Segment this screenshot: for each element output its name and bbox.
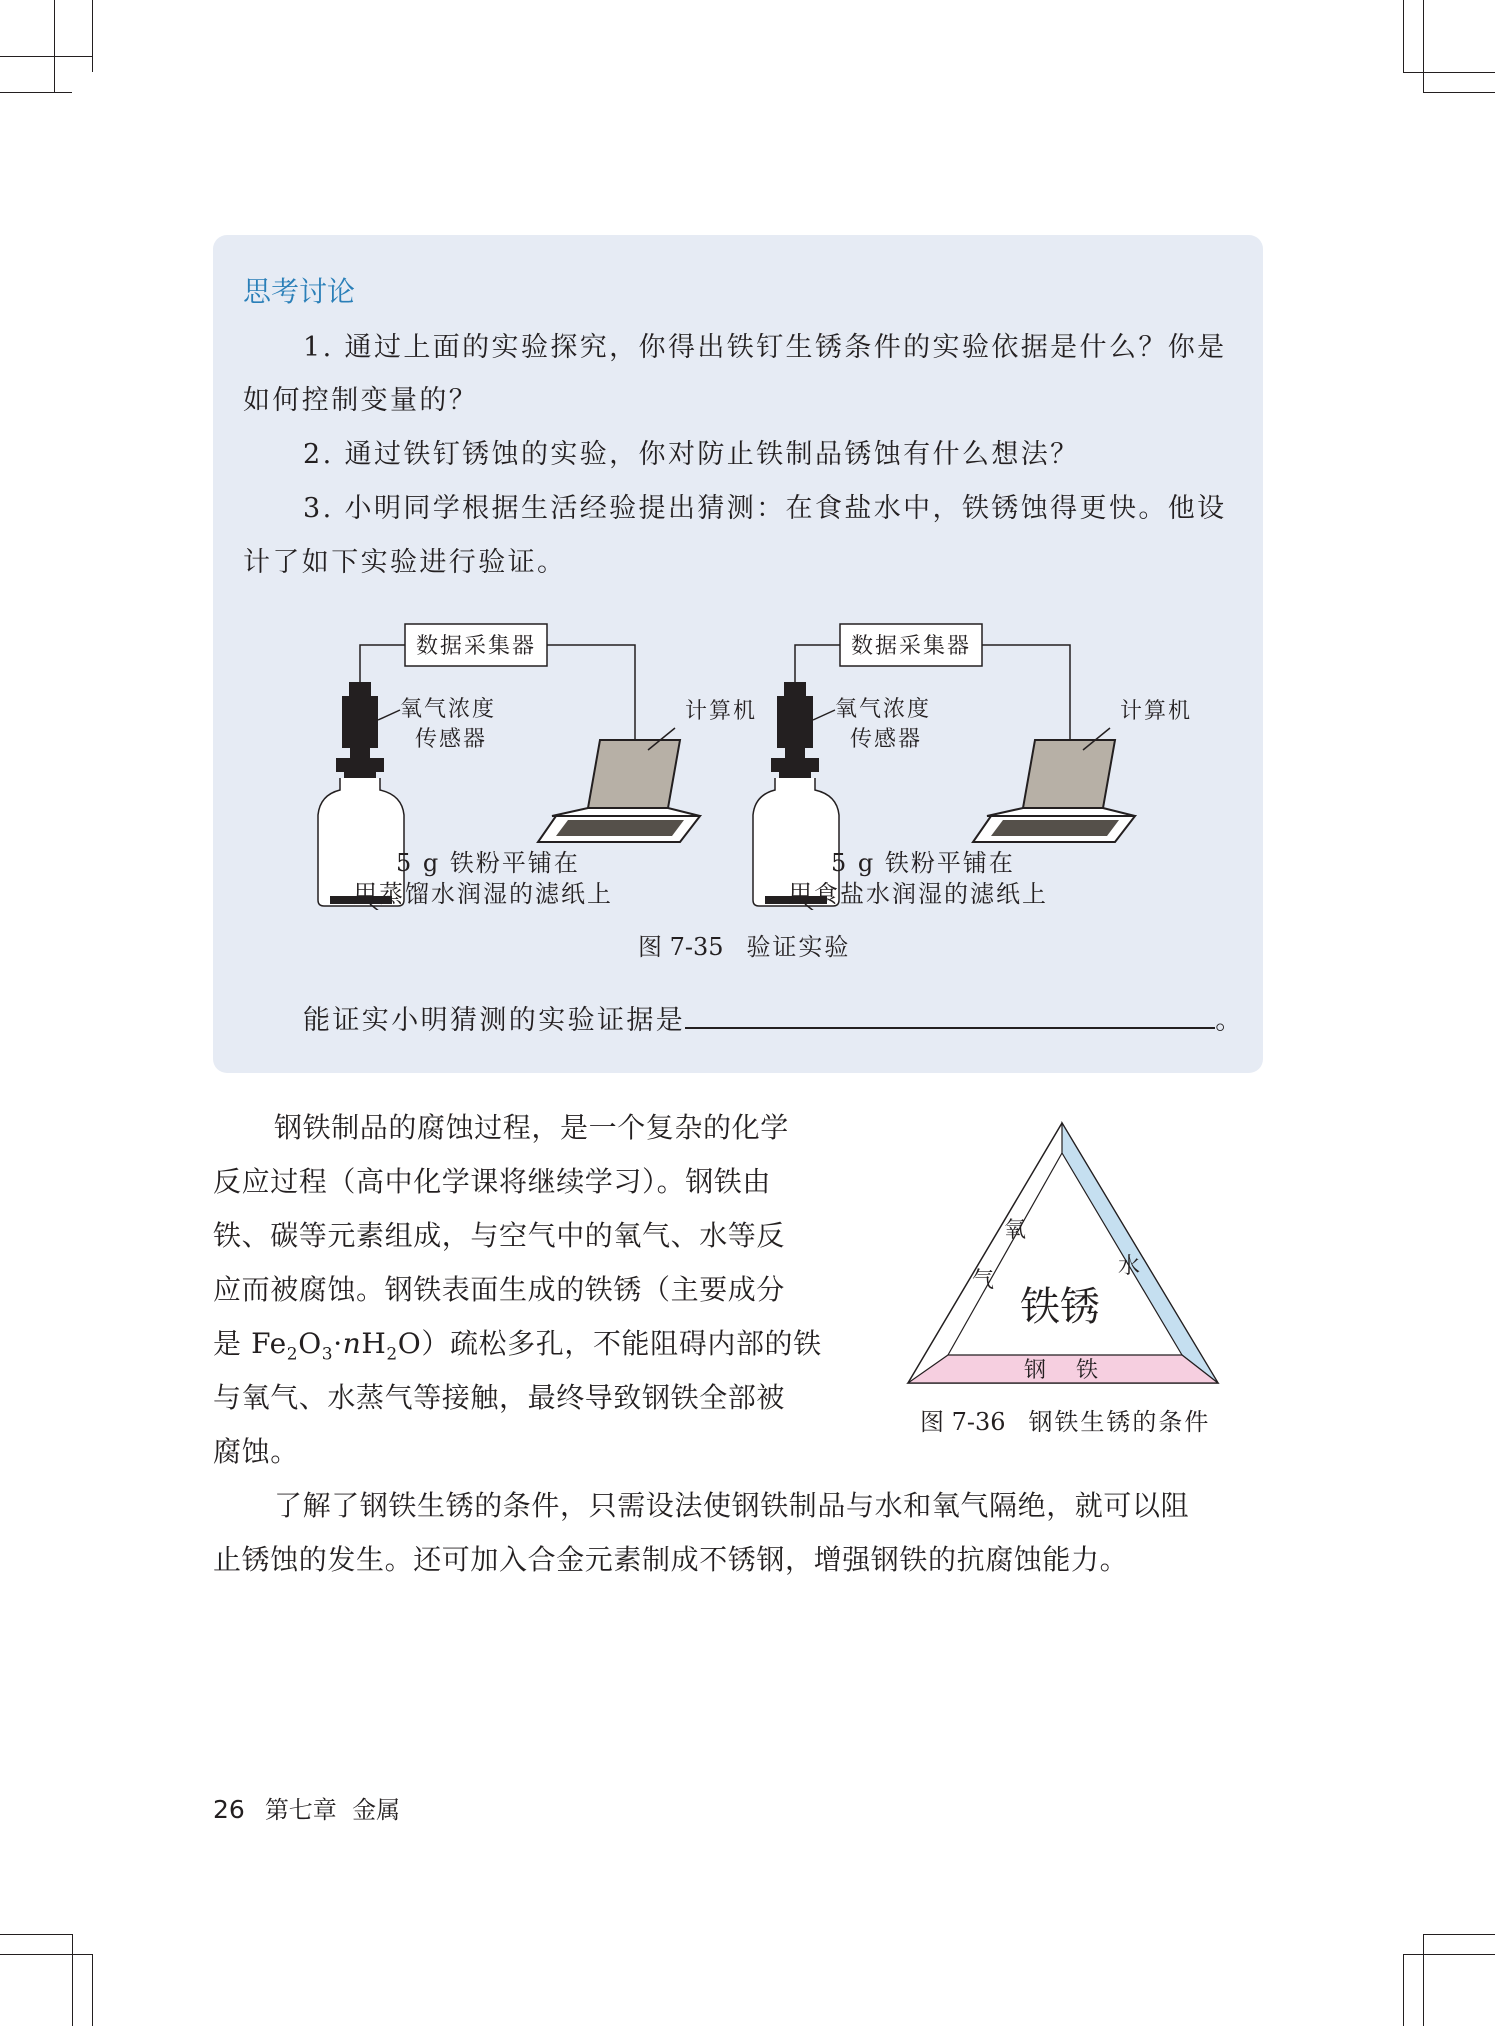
text-fragment: 是 Fe [213,1327,287,1360]
crop-mark [1423,1934,1424,2026]
figure-35-caption [638,927,850,962]
body-line [213,1322,822,1365]
question-1-line-1: 1. 通过上面的实验探究，你得出铁钉生锈条件的实验依据是什么？你是 [303,332,1227,363]
fill-in-question [303,998,1245,1037]
cable [360,645,405,685]
oxygen-label-2: 气 [972,1268,995,1293]
figure-35-number: 图 7-35 [638,933,724,961]
rust-label: 铁锈 [1020,1284,1100,1330]
crop-mark [1423,92,1495,93]
sample-label-left-line-2: 用蒸馏水润湿的滤纸上 [353,880,613,908]
discussion-title: 思考讨论 [243,275,356,308]
sample-label-right-line-1: 5 g 铁粉平铺在 [831,849,1015,877]
sensor-label-line-2: 传感器 [415,727,488,752]
sample-label-right-line-2: 用食盐水润湿的滤纸上 [788,880,1048,908]
rust-conditions-triangle [900,1115,1260,1395]
answer-blank[interactable] [685,1001,1215,1029]
water-label: 水 [1118,1254,1141,1279]
text-fragment: H [361,1327,387,1360]
sensor-label-line-1: 氧气浓度 [835,697,932,722]
body-line: 与氧气、水蒸气等接触，最终导致钢铁全部被 [213,1381,786,1414]
text-fragment: O）疏松多孔，不能阻碍内部的铁 [397,1327,822,1360]
body-line: 止锈蚀的发生。还可加入合金元素制成不锈钢，增强钢铁的抗腐蚀能力。 [213,1543,1129,1576]
laptop-right [973,740,1135,842]
figure-36-number: 图 7-36 [920,1408,1006,1436]
crop-mark [72,1934,73,2026]
sensor-pointer [813,710,835,720]
crop-mark [1403,72,1495,73]
question-3-line-1: 3. 小明同学根据生活经验提出猜测：在食盐水中，铁锈蚀得更快。他设 [303,493,1227,524]
body-line: 应而被腐蚀。钢铁表面生成的铁锈（主要成分 [213,1273,786,1306]
crop-mark [0,1934,72,1935]
data-collector-label: 数据采集器 [850,634,972,659]
question-3-line-2: 计了如下实验进行验证。 [243,547,567,578]
sensor-label-line-1: 氧气浓度 [400,697,497,722]
crop-mark [0,56,92,57]
steel-band [908,1355,1218,1383]
question-1-line-2: 如何控制变量的？ [243,385,479,416]
page-footer [213,1790,400,1825]
crop-mark [1403,1954,1404,2026]
crop-mark [92,0,93,72]
crop-mark [1403,1954,1495,1955]
crop-mark [54,0,55,92]
crop-mark [1403,0,1404,72]
figure-36-title: 钢铁生锈的条件 [1028,1408,1211,1436]
page-number: 26 [213,1795,245,1824]
laptop-left [538,740,700,842]
body-line: 腐蚀。 [213,1435,299,1468]
oxygen-label-1: 氧 [1004,1218,1027,1243]
figure-35-title: 验证实验 [746,933,851,961]
computer-label: 计算机 [685,699,758,724]
cable [795,645,840,685]
computer-label: 计算机 [1120,699,1193,724]
italic-n: n [342,1327,362,1360]
question-2: 2. 通过铁钉锈蚀的实验，你对防止铁制品锈蚀有什么想法？ [303,439,1080,470]
fill-in-prompt: 能证实小明猜测的实验证据是 [303,1005,686,1036]
body-line: 了解了钢铁生锈的条件，只需设法使钢铁制品与水和氧气隔绝，就可以阻 [274,1489,1190,1522]
data-collector-label: 数据采集器 [415,634,537,659]
crop-mark [1423,1934,1495,1935]
body-line: 铁、碳等元素组成，与空气中的氧气、水等反 [213,1219,786,1252]
crop-mark [0,1954,92,1955]
steel-label-2: 铁 [1076,1358,1099,1383]
sample-label-left-line-1: 5 g 铁粉平铺在 [396,849,580,877]
figure-36-caption [920,1402,1210,1437]
steel-label-1: 钢 [1024,1358,1047,1383]
subscript: 2 [386,1344,398,1365]
text-fragment: O [298,1327,322,1360]
fill-in-end: 。 [1215,1005,1245,1036]
subscript: 3 [321,1344,334,1365]
subscript: 2 [286,1344,299,1365]
sensor-pointer [378,710,400,720]
body-line: 钢铁制品的腐蚀过程，是一个复杂的化学 [274,1111,789,1144]
crop-mark [1423,0,1424,92]
crop-mark [0,92,72,93]
crop-mark [92,1954,93,2026]
text-fragment: · [333,1327,343,1360]
sensor-label-line-2: 传感器 [850,727,923,752]
body-line: 反应过程（高中化学课将继续学习）。钢铁由 [213,1165,772,1198]
chapter-title: 第七章 金属 [264,1796,401,1824]
